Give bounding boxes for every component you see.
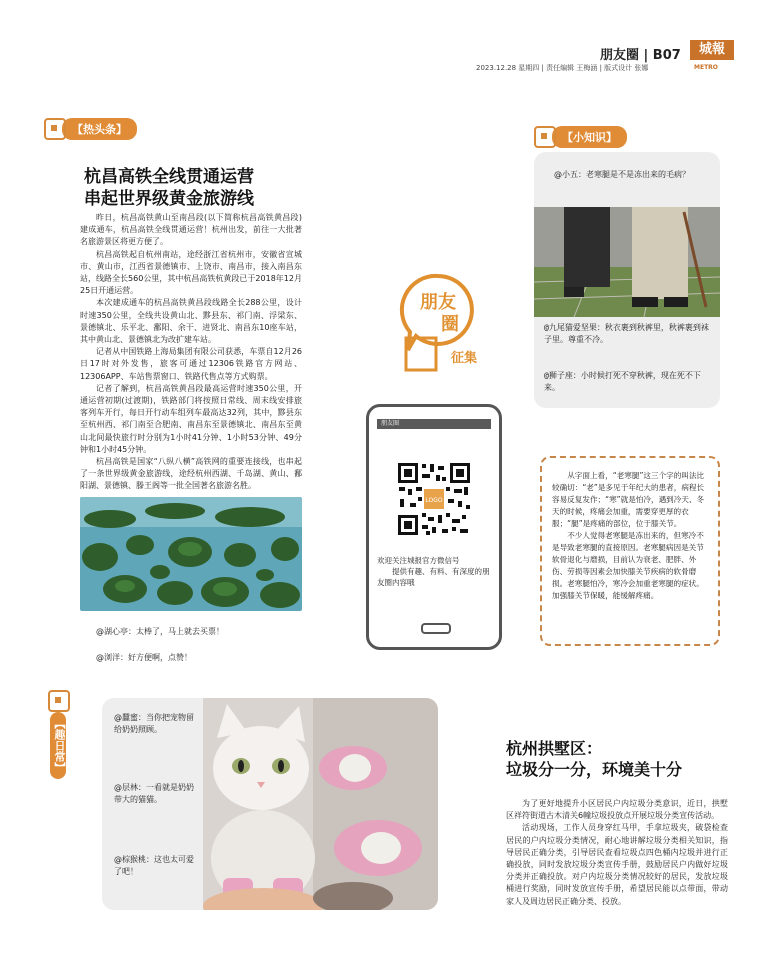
tag-frame-icon (44, 118, 66, 140)
tag-frame-icon (534, 126, 556, 148)
article1-paragraph: 杭昌高铁起自杭州南站，途经浙江省杭州市，安徽省宣城市、黄山市，江西省景德镇市、上饶市、南昌市，接入南昌东站，线路全长560公里，其中杭昌高铁杭黄段已于2018年12月25日开通运营。 (80, 249, 302, 296)
phone-caption-1: 欢迎关注城报官方微信号 (377, 556, 460, 565)
article1-comment: @浏洋：好方便啊，点赞！ (96, 653, 192, 662)
article2-title-line1: 杭州拱墅区： (506, 739, 603, 758)
article1-paragraph: 记者了解到，杭昌高铁黄昌段最高运营时速350公里，开通运营初期(过渡期)，铁路部门将按照日常线、周末线安排旅客列车开行，每日开行动车组列车最高达32列，其中，黟县东至杭州西、祁门南至合肥南、南昌东至景德镇北、南昌东至黄山北间最快旅行时分别为1小时41分钟、1小时53分钟、49分钟和1小时45分钟。 (80, 383, 302, 454)
knowledge-paragraph: 不少人觉得老寒腿是冻出来的，但寒冷不是导致老寒腿的直接原因。老寒腿病因是关节软骨退化与磨损，目前认为衰老、肥胖、外伤、劳损等因素会加快膝关节疾病的软骨磨损。老寒腿怕冷，寒冷会加重老寒腿的症状。加强膝关节保暖，能缓解疼痛。 (552, 531, 704, 600)
article1-comment: @湖心亭：太棒了，马上就去买票！ (96, 627, 224, 636)
logo-text-1: 朋友 (420, 292, 456, 313)
cat-photo (203, 698, 438, 910)
fun-comment: @蠶蜜：当你把宠物留给奶奶照顾。 (114, 713, 194, 734)
knowledge-answer: @九尾猫爱坚果：秋衣裹到秋裤里，秋裤裹到袜子里。尊重不冷。 (544, 323, 709, 344)
friends-circle-logo (398, 272, 478, 382)
islands-photo (80, 497, 302, 611)
newspaper-logo-sub: METRO (694, 64, 718, 71)
knowledge-explanation (540, 456, 720, 646)
tag-hot-label: 【热头条】 (62, 118, 137, 140)
knowledge-answer: @狮子座：小时候打死不穿秋裤，现在死不下来。 (544, 371, 701, 392)
phone-mockup (366, 404, 502, 650)
article1-title-line2: 串起世界级黄金旅游线 (84, 189, 254, 209)
tag-fun (44, 690, 74, 800)
knowledge-paragraph: 从字面上看，“老寒腿”这三个字的叫法比较确切：“老”是多见于年纪大的患者，病程长容易反复发作；“寒”就是怕冷，遇到冷天、冬天的时候，疼痛会加重，需要穿更厚的衣服；“腿”是疼痛的部位，位于膝关节。 (552, 471, 705, 528)
article1-paragraph: 记者从中国铁路上海局集团有限公司获悉，车票自12月26日17时对外发售，旅客可通过12306铁路官方网站、12306APP、车站售票窗口、铁路代售点等方式购票。 (80, 347, 302, 381)
logo-sub-text: 征集 (450, 351, 478, 366)
phone-caption (377, 555, 491, 588)
article2-title-line2: 垃圾分一分，环境美十分 (506, 760, 683, 779)
phone-home-button (421, 623, 451, 634)
tag-frame-icon (48, 690, 70, 712)
article1-paragraph: 昨日，杭昌高铁黄山至南昌段(以下简称杭昌高铁黄昌段)建成通车，杭昌高铁全线贯通运营！杭州出发，前往一大批著名旅游景区将更方便了。 (80, 213, 302, 247)
article1-title-line1: 杭昌高铁全线贯通运营 (84, 167, 254, 187)
article1-paragraph: 杭昌高铁是国家“八纵八横”高铁网的重要连接线，也串起了一条世界级黄金旅游线，途经杭州西湖、千岛湖、黄山、鄱阳湖、景德镇、滕王阁等一批全国著名旅游名胜。 (80, 457, 302, 491)
phone-caption-2: 提供有趣、有料、有深度的朋友圈内容哦 (377, 567, 490, 587)
article2-body (506, 798, 728, 908)
qr-logo-text: LOGO (425, 497, 443, 504)
knowledge-question: @小五：老寒腿是不是冻出来的毛病？ (554, 170, 690, 179)
page-meta: 2023.12.28 星期四 | 责任编辑 王梅涵 | 版式设计 张娜 (476, 64, 649, 72)
logo-text-2: 圈 (441, 314, 459, 335)
fun-comment: @层林：一看就是奶奶带大的猫猫。 (114, 783, 194, 804)
knowledge-card (534, 152, 720, 408)
tag-knowledge-label: 【小知识】 (552, 126, 627, 148)
tag-knowledge (534, 126, 627, 148)
article2-paragraph: 活动现场，工作人员身穿红马甲，手拿垃圾夹，破袋检查居民的户内垃圾分类情况，耐心地讲解垃圾分类相关知识，指导居民正确分类，引导居民查看垃圾点四色桶内垃圾并进行正确投放，同时发放垃圾分类宣传手册，鼓励居民户内做好垃圾分类并正确投放。对户内垃圾分类情况较好的居民，发放垃圾桶进行奖励，同时发放宣传手册，希望居民能以点带面，带动家人及周边居民正确分类、投放。 (506, 823, 728, 906)
fun-comment: @棕猴桃：这也太可爱了吧！ (114, 855, 194, 876)
article1-body (80, 212, 302, 493)
article2-title (506, 738, 682, 780)
newspaper-logo: 城報 (690, 40, 734, 60)
article1-paragraph: 本次建成通车的杭昌高铁黄昌段线路全长288公里，设计时速350公里，全线共设黄山北、黟县东、祁门南、浮梁东、景德镇北、乐平北、鄱阳、余干、进贤北、南昌东10座车站，其中黄山北、景德镇北为改扩建车站。 (80, 298, 302, 345)
phone-title-bar: 朋友圈 (377, 419, 491, 429)
tag-hot-news (44, 118, 137, 140)
qr-code[interactable] (396, 461, 472, 537)
elderly-walking-photo (534, 207, 720, 317)
fun-card (102, 698, 438, 910)
page-column-title: 朋友圈 | B07 (600, 48, 681, 63)
article1-title (84, 166, 254, 210)
tag-fun-label: 【趣日常】 (50, 712, 66, 779)
article2-paragraph: 为了更好地提升小区居民户内垃圾分类意识，近日，拱墅区祥符街道古木清关6幢垃圾投放点开展垃圾分类宣传活动。 (506, 799, 728, 821)
